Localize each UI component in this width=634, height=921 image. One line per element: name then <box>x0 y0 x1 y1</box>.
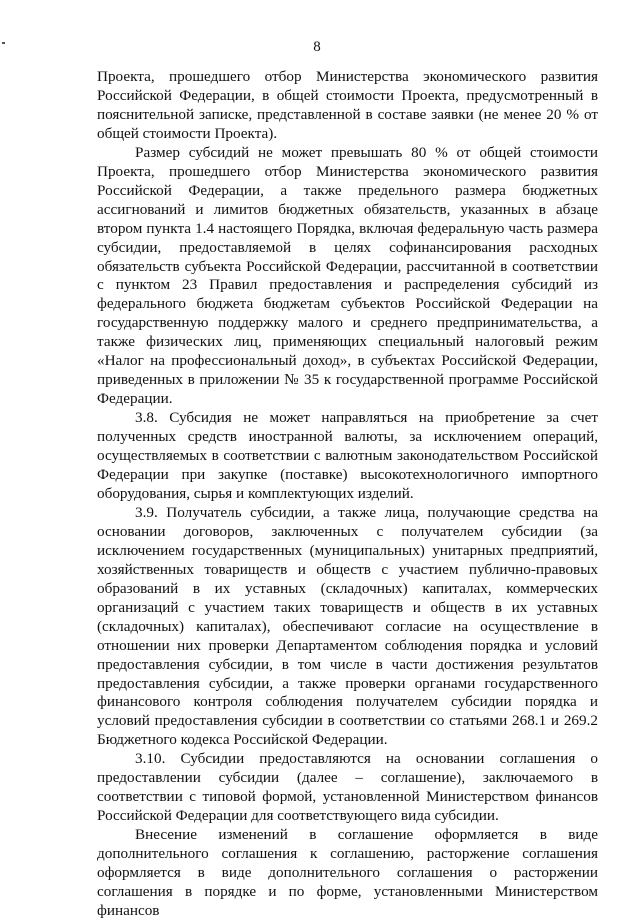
document-body <box>97 68 598 921</box>
paragraph-amendments: Внесение изменений в соглашение оформляется в виде дополнительного соглашения к соглашению, расторжение соглашения оформляется в виде дополнительного соглашения о расторжении соглашения в порядке и по форме, установленными Министерством финансов <box>97 826 598 919</box>
paragraph-3-9: 3.9. Получатель субсидии, а также лица, получающие средства на основании договоров, заключенных с получателем субсидии (за исключением государственных (муниципальных) унитарных предприятий, хозяйственных товариществ и обществ с участием публично-правовых образований в их уставных (складочных) капиталах, коммерческих организаций с участием таких товариществ и обществ в их уставных (складочных) капиталах), обеспечивают согласие на осуществление в отношении них проверки Департаментом соблюдения порядка и условий предоставления субсидии, в том числе в части достижения результатов предоставления субсидии, а также проверки органами государственного финансового контроля соблюдения получателем субсидии порядка и условий предоставления субсидии в соответствии со статьями 268.1 и 269.2 Бюджетного кодекса Российской Федерации. <box>97 503 598 749</box>
page-number: 8 <box>313 39 321 55</box>
paragraph-3-10: 3.10. Субсидии предоставляются на основании соглашения о предоставлении субсидии (далее – соглашение), заключаемого в соответствии с типовой формой, установленной Министерством финансов Российской Федерации для соответствующего вида субсидии. <box>97 750 598 825</box>
paragraph-3-8: 3.8. Субсидия не может направляться на приобретение за счет полученных средств иностранной валюты, за исключением операций, осуществляемых в соответствии с валютным законодательством Российской Федерации при закупке (поставке) высокотехнологичного импортного оборудования, сырья и комплектующих изделий. <box>97 409 598 502</box>
paragraph-subsidy-size: Размер субсидий не может превышать 80 % от общей стоимости Проекта, прошедшего отбор Министерства экономического развития Российской Федерации, а также предельного размера бюджетных ассигнований и лимитов бюджетных обязательств, указанных в абзаце втором пункта 1.4 настоящего Порядка, включая федеральную часть размера субсидии, предоставляемой в целях софинансирования расходных обязательств субъекта Российской Федерации, рассчитанной в соответствии с пунктом 23 Правил предоставления и распределения субсидий из федерального бюджета бюджетам субъектов Российской Федерации на государственную поддержку малого и среднего предпринимательства, а также физических лиц, применяющих специальный налоговый режим «Налог на профессиональный доход», в субъектах Российской Федерации, приведенных в приложении № 35 к государственной программе Российской Федерации. <box>97 143 598 408</box>
paragraph-continuation: Проекта, прошедшего отбор Министерства экономического развития Российской Федерации, в общей стоимости Проекта, предусмотренный в пояснительной записке, представленной в составе заявки (не менее 20 % от общей стоимости Проекта). <box>97 68 598 142</box>
